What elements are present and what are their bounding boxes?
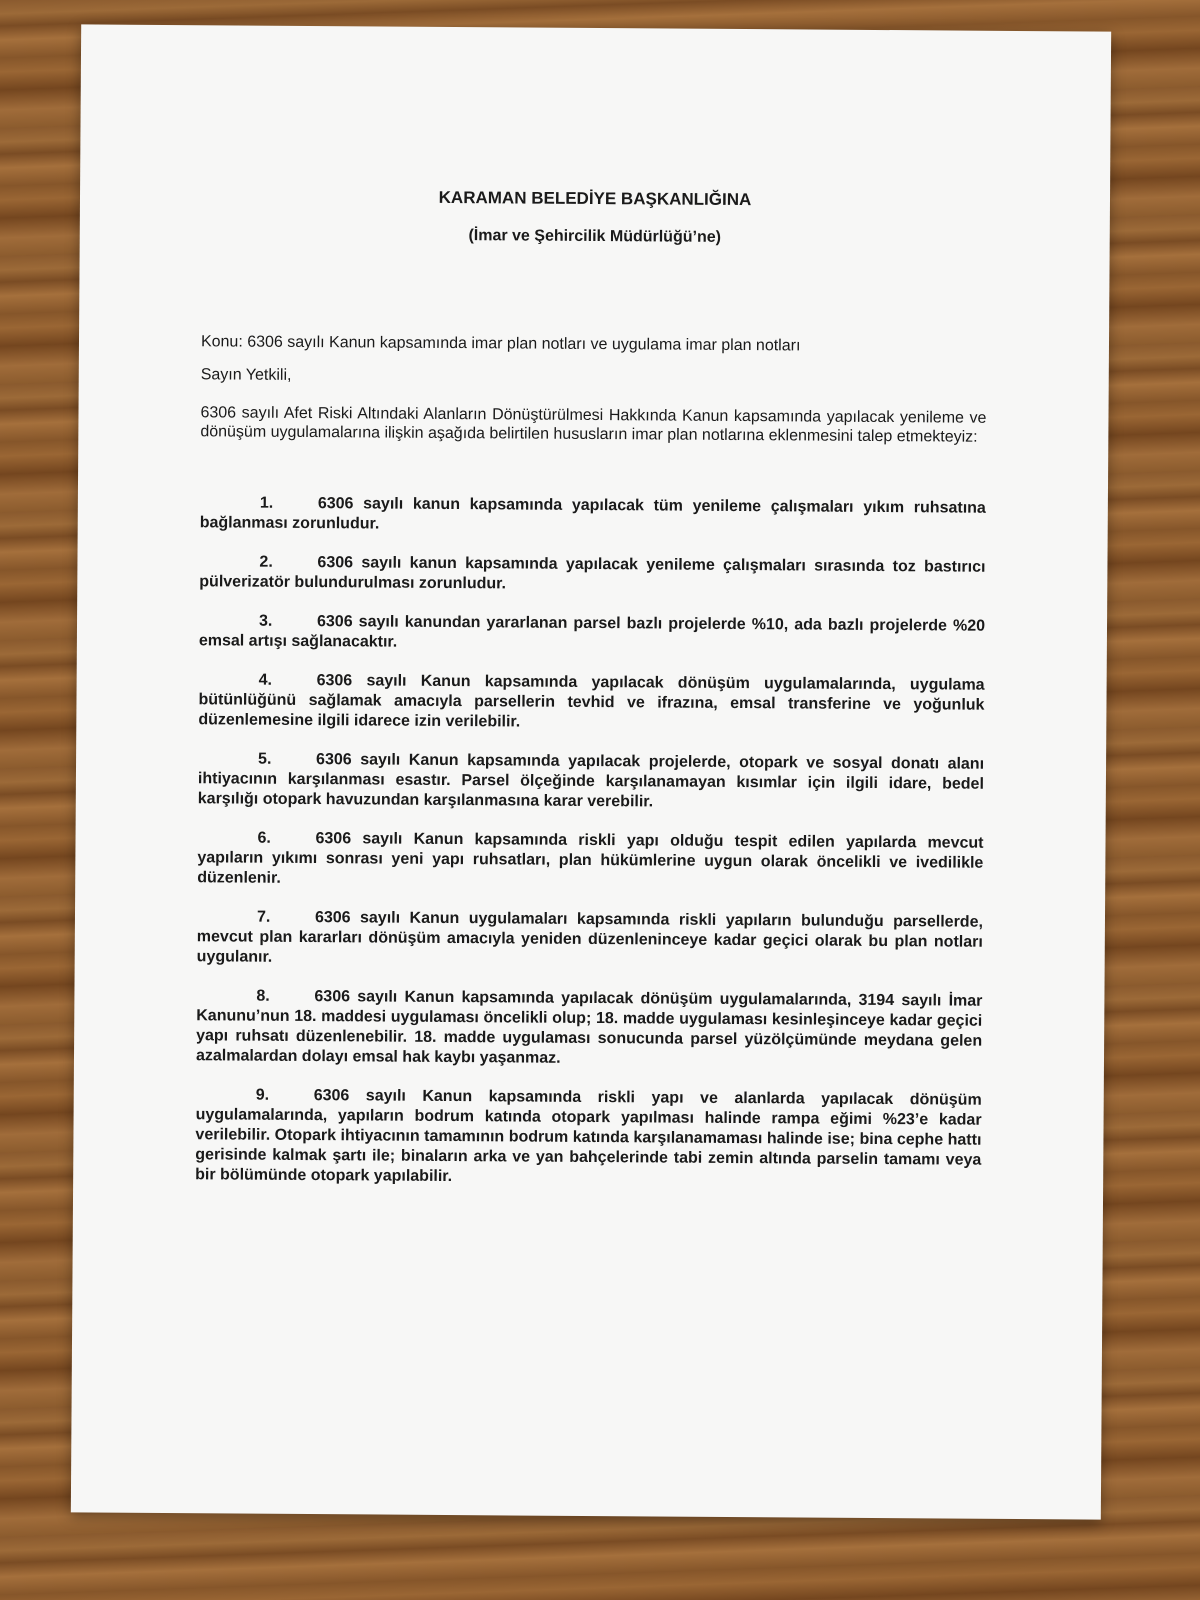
letter-title: KARAMAN BELEDİYE BAŞKANLIĞINA bbox=[438, 187, 752, 210]
request-list bbox=[195, 493, 986, 1190]
list-item bbox=[199, 611, 985, 656]
item-text: 6306 sayılı Kanun kapsamında riskli yapı olduğu tespit edilen yapılarda mevcut yapıların yıkımı sonrası yeni yapı ruhsatları, plan hükümlerine uygun olarak öncelikli ve ivedilikle düzenlenir. bbox=[197, 830, 984, 887]
letter-subtitle: (İmar ve Şehircilik Müdürlüğü’ne) bbox=[468, 227, 722, 246]
letter-content bbox=[195, 185, 988, 1209]
item-number: 9. bbox=[255, 1086, 270, 1104]
item-text: 6306 sayılı kanun kapsamında yapılacak tüm yenileme çalışmaları yıkım ruhsatına bağlanması zorunludur. bbox=[199, 495, 986, 533]
greeting: Sayın Yetkili, bbox=[200, 366, 292, 384]
item-number: 3. bbox=[258, 612, 273, 630]
list-item bbox=[196, 986, 983, 1071]
item-text: 6306 sayılı Kanun kapsamında yapılacak dönüşüm uygulamalarında, uygulama bütünlüğünü sağlamak amacıyla parsellerin tevhid ve ifrazına, emsal transferine ve yoğunluk düzenlemesine ilgili idarece izin verilebilir. bbox=[198, 672, 985, 731]
list-item bbox=[198, 749, 984, 814]
item-text: 6306 sayılı Kanun kapsamında yapılacak projelerde, otopark ve sosyal donatı alanı ihtiyacının karşılanması esastır. Parsel ölçeğinde karşılanamayan kısımlar için ilgili idare, bedel karşılığı otopark havuzundan karşılanmasına karar verebilir. bbox=[197, 751, 985, 811]
list-item bbox=[197, 828, 983, 893]
item-number: 8. bbox=[256, 987, 270, 1005]
item-text: 6306 sayılı kanun kapsamında yapılacak yenileme çalışmaları sırasında toz bastırıcı pülverizatör bulundurulması zorunludur. bbox=[199, 554, 986, 593]
item-number: 7. bbox=[256, 908, 271, 926]
paper-sheet bbox=[71, 24, 1111, 1519]
item-number: 6. bbox=[257, 829, 271, 847]
subject-line: Konu: 6306 sayılı Kanun kapsamında imar plan notları ve uygulama imar plan notları bbox=[200, 333, 801, 355]
item-number: 2. bbox=[259, 553, 273, 571]
list-item bbox=[197, 907, 983, 972]
item-text: 6306 sayılı Kanun uygulamaları kapsamında riskli yapıların bulunduğu parsellerde, mevcut plan kararları dönüşüm amacıyla yeniden düzenleninceye kadar geçici olarak bu plan notları uygulanır. bbox=[196, 909, 984, 966]
list-item bbox=[199, 552, 985, 597]
item-number: 1. bbox=[259, 494, 274, 512]
item-text: 6306 sayılı Kanun kapsamında yapılacak dönüşüm uygulamalarında, 3194 sayılı İmar Kanunu’nun 18. maddesi uygulaması öncelikli olup; 18. madde uygulaması kesinleşinceye kadar geçici yapı ruhsatı düzenlenebilir. 18. madde uygulaması sonucunda parsel yüzölçümünde meydana gelen azalmalardan dolayı emsal hak kaybı yaşanmaz. bbox=[195, 988, 983, 1067]
item-number: 5. bbox=[258, 750, 272, 768]
item-text: 6306 sayılı Kanun kapsamında riskli yapı ve alanlarda yapılacak dönüşüm uygulamalarında, yapıların bodrum katında otopark yapılması halinde rampa eğimi %23’e kadar verilebilir. Otopark ihtiyacının tamamının bodrum katında karşılanamaması halinde ise; bina cephe hattı gerisinde kalmak şartı ile; binaların arka ve yan bahçelerinde tabi zemin altında parselin tamamı veya bir bölümünde otopark yapılabilir. bbox=[195, 1087, 982, 1186]
intro-paragraph: 6306 sayılı Afet Riski Altındaki Alanların Dönüştürülmesi Hakkında Kanun kapsamında yapılacak yenileme ve dönüşüm uygulamalarına ilişkin aşağıda belirtilen hususların imar plan notlarına eklenmesini talep etmekteyiz: bbox=[200, 404, 987, 446]
item-text: 6306 sayılı kanundan yararlanan parsel bazlı projelerde %10, ada bazlı projelerde %20 emsal artışı sağlanacaktır. bbox=[198, 613, 986, 651]
list-item bbox=[200, 493, 986, 538]
list-item bbox=[195, 1085, 982, 1190]
item-number: 4. bbox=[258, 671, 273, 689]
list-item bbox=[198, 670, 984, 735]
